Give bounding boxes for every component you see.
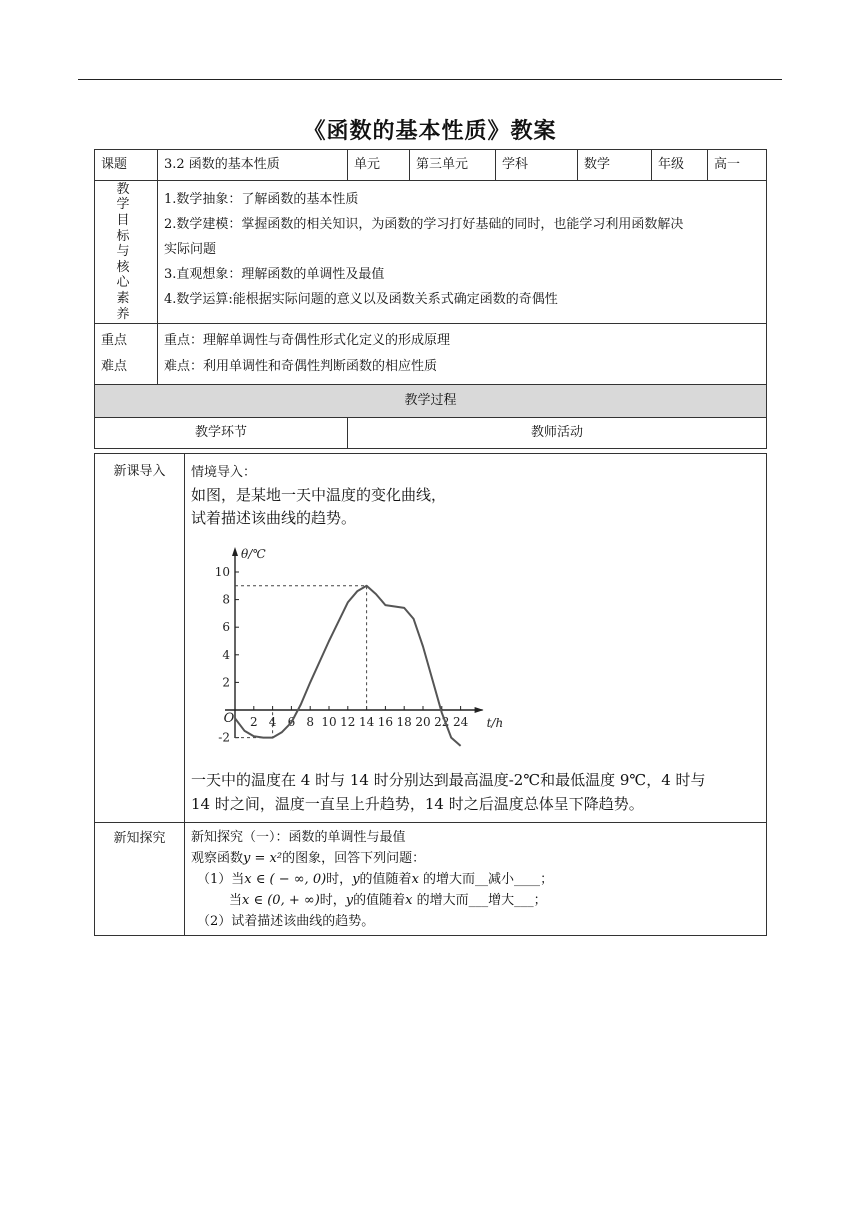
x-tick-label: 14 [358,715,375,729]
y-tick-label: 6 [222,620,230,635]
activity-column-header: 教师活动 [348,418,767,449]
subject-label: 学科 [496,150,578,181]
objectives-list [158,181,767,324]
x-tick-label: 16 [377,715,394,729]
process-header-row [95,385,767,418]
intro-heading: 情境导入： [191,465,257,480]
intro-description: 一天中的温度在 4 时与 14 时分别达到最高温度-2℃和最低温度 9℃，4 时与 [191,771,706,789]
x-tick-label: 22 [434,715,450,729]
lesson-plan-table [94,149,767,449]
intro-line: 试着描述该曲线的趋势。 [191,509,357,527]
objective-item: 1.数学抽象：了解函数的基本性质 [164,192,359,207]
question-1: （1）当x ∈ ( − ∞, 0)时，y的值随着x 的增大而__减小____； [197,872,554,887]
explore-heading: 新知探究（一）：函数的单调性与最值 [191,830,406,845]
objective-item: 实际问题 [164,242,217,257]
topic-value: 3.2 函数的基本性质 [158,150,348,181]
grade-value: 高一 [708,150,767,181]
explore-stage: 新知探究 [95,823,185,936]
x-tick-label: 20 [415,715,431,729]
objective-item: 3.直观想象：理解函数的单调性及最值 [164,267,385,282]
key-points-content [158,324,767,385]
key-points-row [95,324,767,385]
y-tick-label: 4 [222,647,230,662]
key-points-label: 重点 难点 [95,324,158,385]
header-rule [78,79,782,80]
function-formula: y = x² [243,851,283,866]
objectives-row [95,181,767,324]
subject-value: 数学 [578,150,652,181]
intro-description: 14 时之间，温度一直呈上升趋势，14 时之后温度总体呈下降趋势。 [191,795,644,813]
document-title: 《函数的基本性质》教案 [303,119,557,144]
objective-item: 4.数学运算:能根据实际问题的意义以及函数关系式确定函数的奇偶性 [164,292,558,307]
process-table [94,453,767,936]
intro-stage: 新课导入 [95,454,185,823]
intro-activity [185,454,767,823]
explore-activity [185,823,767,936]
x-tick-label: 12 [340,715,356,729]
observe-line: 观察函数y = x²的图象，回答下列问题： [191,851,426,866]
intro-line: 如图，是某地一天中温度的变化曲线， [191,486,447,504]
y-tick-label: 10 [214,565,230,579]
x-tick-label: 8 [306,715,315,729]
topic-label: 课题 [95,150,158,181]
x-tick-label: 18 [396,715,412,729]
explore-row [95,823,767,936]
temperature-chart [211,542,504,764]
y-axis-label: θ/℃ [241,547,266,561]
question-1b: 当x ∈ (0, + ∞)时，y的值随着x 的增大而___增大___； [229,893,547,908]
unit-label: 单元 [348,150,410,181]
y-tick-label: 2 [222,675,230,690]
x-axis-arrow [475,707,484,713]
answer-blank: ___增大___ [468,893,534,908]
info-row [95,150,767,181]
y-tick-label: -2 [218,730,230,745]
intro-row [95,454,767,823]
x-tick-label: 2 [249,715,258,729]
key-point: 重点：理解单调性与奇偶性形式化定义的形成原理 [164,333,451,348]
objective-item: 2.数学建模：掌握函数的相关知识，为函数的学习打好基础的同时，也能学习利用函数解决 [164,217,684,232]
x-tick-label: 6 [287,715,296,729]
unit-value: 第三单元 [410,150,496,181]
origin-label: O [223,711,235,726]
y-tick-label: 8 [222,592,230,607]
process-header: 教学过程 [95,385,767,418]
objectives-label: 教 学 目 标 与 核 心 素 养 [95,181,158,324]
x-tick-label: 10 [321,715,337,729]
x-axis-label: t/h [486,716,504,730]
question-2: （2）试着描述该曲线的趋势。 [197,914,375,929]
grade-label: 年级 [652,150,708,181]
answer-blank: __减小____ [475,872,541,887]
column-header-row [95,418,767,449]
difficult-point: 难点：利用单调性和奇偶性判断函数的相应性质 [164,359,438,374]
x-tick-label: 24 [452,715,469,729]
y-axis-arrow [232,547,238,556]
x-tick-label: 4 [268,715,277,729]
stage-column-header: 教学环节 [95,418,348,449]
